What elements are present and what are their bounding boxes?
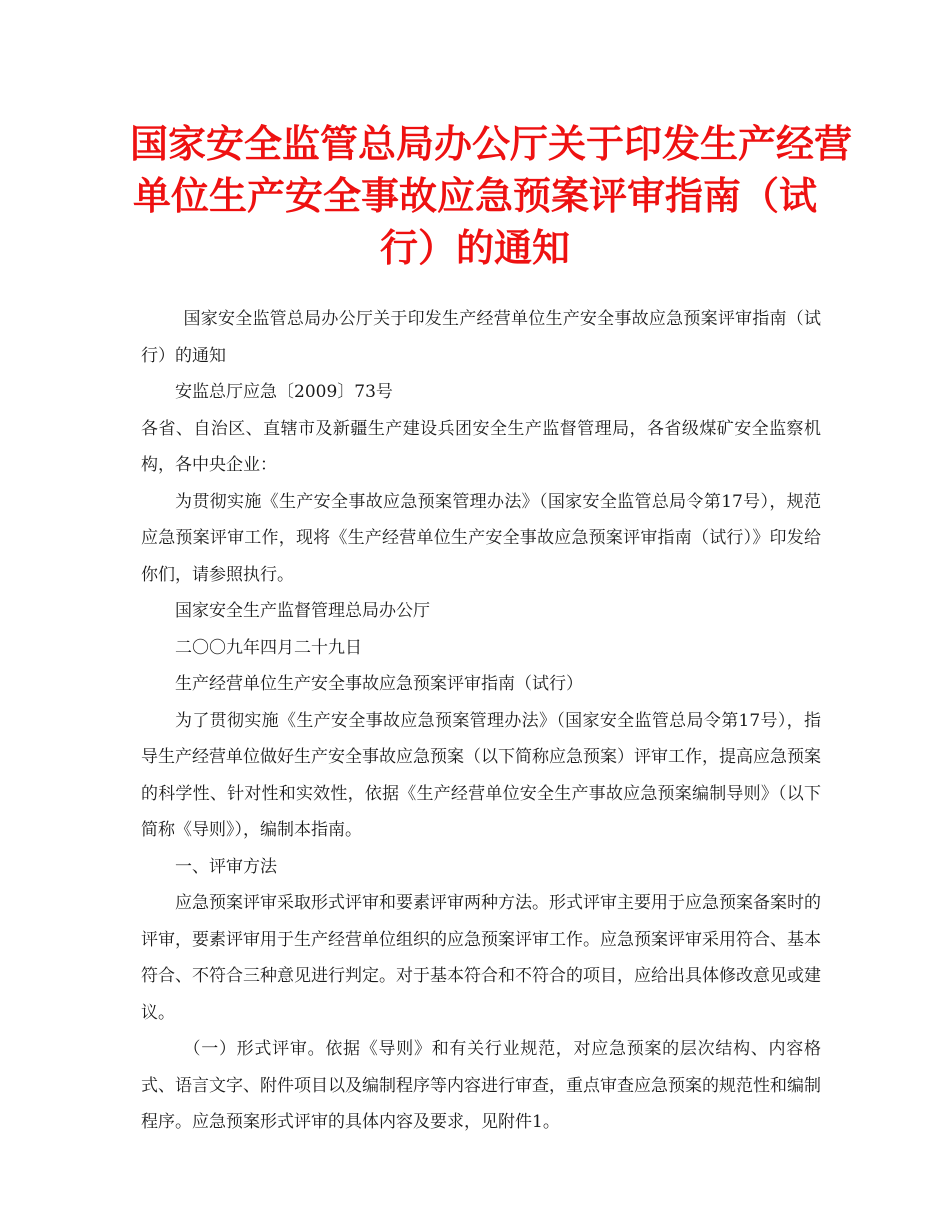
document-title — [130, 118, 853, 274]
notice-heading-paragraph: 国家安全监管总局办公厅关于印发生产经营单位生产安全事故应急预案评审指南（试行）的通知 — [141, 309, 821, 366]
title-line-1: 国家安全监管总局办公厅关于印发生产经营 — [130, 121, 853, 166]
title-line-3: 行）的通知 — [379, 225, 570, 270]
addressee-paragraph: 各省、自治区、直辖市及新疆生产建设兵团安全生产监督管理局，各省级煤矿安全监察机构，各中央企业： — [141, 418, 821, 475]
guide-intro-paragraph: 为了贯彻实施《生产安全事故应急预案管理办法》（国家安全监管总局令第17号），指导生产经营单位做好生产安全事故应急预案（以下简称应急预案）评审工作，提高应急预案的科学性、针对性和实效性，依据《生产经营单位安全生产事故应急预案编制导则》（以下简称《导则》），编制本指南。 — [141, 710, 821, 840]
formal-review-paragraph: （一）形式评审。依据《导则》和有关行业规范，对应急预案的层次结构、内容格式、语言文字、附件项目以及编制程序等内容进行审查，重点审查应急预案的规范性和编制程序。应急预案形式评审的具体内容及要求，见附件1。 — [141, 1039, 821, 1132]
title-line-2: 单位生产安全事故应急预案评审指南（试 — [132, 173, 817, 218]
issue-date: 二〇〇九年四月二十九日 — [175, 637, 362, 658]
document-number: 安监总厅应急〔2009〕73号 — [175, 382, 393, 402]
issuing-office: 国家安全生产监督管理总局办公厅 — [175, 601, 430, 621]
document-body — [141, 301, 821, 1141]
notice-body-paragraph: 为贯彻实施《生产安全事故应急预案管理办法》（国家安全监管总局令第17号），规范应急预案评审工作，现将《生产经营单位生产安全事故应急预案评审指南（试行）》印发给你们，请参照执行。 — [141, 491, 821, 585]
review-methods-paragraph: 应急预案评审采取形式评审和要素评审两种方法。形式评审主要用于应急预案备案时的评审，要素评审用于生产经营单位组织的应急预案评审工作。应急预案评审采用符合、基本符合、不符合三种意见进行判定。对于基本符合和不符合的项目，应给出具体修改意见或建议。 — [141, 893, 821, 1023]
section-heading-review-methods: 一、评审方法 — [175, 856, 277, 877]
guide-title: 生产经营单位生产安全事故应急预案评审指南（试行） — [175, 674, 583, 694]
